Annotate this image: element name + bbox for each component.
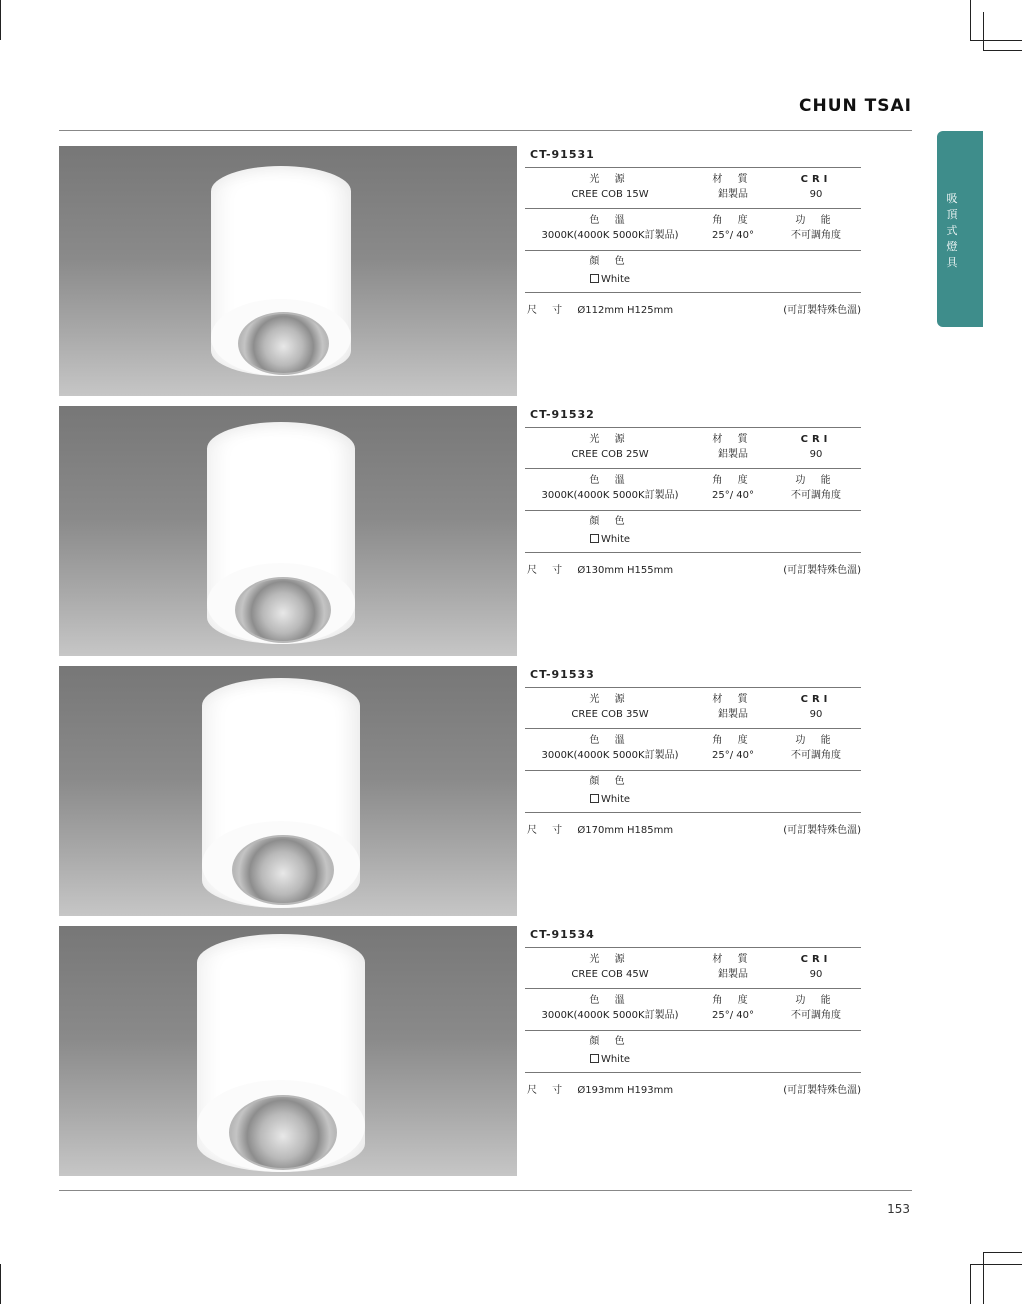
product-block [59, 406, 919, 656]
crop-mark [970, 1264, 971, 1304]
product-photo [59, 926, 517, 1176]
angle-label: 角 度 [712, 475, 754, 486]
spec-divider [525, 510, 861, 511]
spec-divider [525, 1072, 861, 1073]
light-source-cell [555, 432, 665, 462]
crop-mark [983, 1252, 984, 1304]
function-label: 功 能 [795, 995, 837, 1006]
material-value: 鋁製品 [718, 189, 748, 200]
size-row [527, 301, 673, 316]
color-label: 顏 色 [589, 516, 631, 527]
color-cell [555, 514, 665, 547]
lamp-reflector [235, 577, 331, 643]
spec-divider [525, 292, 861, 293]
checkbox-icon [590, 274, 599, 283]
color-temp-cell [525, 213, 695, 243]
custom-note: (可訂製特殊色溫) [783, 825, 861, 836]
crop-mark [970, 0, 971, 40]
light-source-value: CREE COB 45W [571, 969, 649, 980]
material-cell [695, 172, 771, 202]
size-row [527, 561, 673, 576]
color-value: White [600, 534, 631, 545]
light-source-label: 光 源 [589, 954, 631, 965]
color-value: White [600, 1054, 631, 1065]
angle-cell [695, 213, 771, 243]
material-label: 材 質 [712, 434, 754, 445]
light-source-label: 光 源 [589, 694, 631, 705]
lamp-reflector [232, 835, 334, 905]
model-number: CT-91534 [530, 928, 595, 941]
light-source-value: CREE COB 15W [571, 189, 649, 200]
color-option [555, 272, 665, 287]
size-row [527, 821, 673, 836]
light-source-cell [555, 172, 665, 202]
color-temp-cell [525, 473, 695, 503]
crop-mark [983, 1252, 1022, 1253]
angle-value: 25°/ 40° [712, 1010, 754, 1021]
angle-label: 角 度 [712, 215, 754, 226]
color-option [555, 792, 665, 807]
product-block [59, 146, 919, 396]
color-value: White [600, 274, 631, 285]
material-cell [695, 432, 771, 462]
color-cell [555, 254, 665, 287]
angle-value: 25°/ 40° [712, 750, 754, 761]
product-photo [59, 146, 517, 396]
function-value: 不可調角度 [791, 750, 841, 761]
function-cell [781, 733, 851, 763]
custom-note: (可訂製特殊色溫) [783, 565, 861, 576]
crop-mark [970, 1264, 1022, 1265]
color-label: 顏 色 [589, 1036, 631, 1047]
product-photo [59, 666, 517, 916]
function-label: 功 能 [795, 735, 837, 746]
spec-divider [525, 687, 861, 688]
light-source-label: 光 源 [589, 434, 631, 445]
checkbox-icon [590, 1054, 599, 1063]
function-cell [781, 473, 851, 503]
size-value: Ø170mm H185mm [577, 825, 674, 836]
material-value: 鋁製品 [718, 449, 748, 460]
spec-divider [525, 167, 861, 168]
color-value: White [600, 794, 631, 805]
spec-divider [525, 208, 861, 209]
angle-value: 25°/ 40° [712, 230, 754, 241]
function-label: 功 能 [795, 215, 837, 226]
spec-divider [525, 988, 861, 989]
size-label: 尺 寸 [527, 1085, 569, 1096]
color-cell [555, 1034, 665, 1067]
size-value: Ø193mm H193mm [577, 1085, 674, 1096]
color-label: 顏 色 [589, 256, 631, 267]
color-temp-label: 色 溫 [589, 475, 631, 486]
spec-divider [525, 728, 861, 729]
function-value: 不可調角度 [791, 1010, 841, 1021]
material-label: 材 質 [712, 954, 754, 965]
size-label: 尺 寸 [527, 305, 569, 316]
footer-rule [59, 1190, 912, 1191]
category-tab [937, 131, 983, 327]
product-block [59, 666, 919, 916]
light-source-cell [555, 692, 665, 722]
material-label: 材 質 [712, 174, 754, 185]
material-value: 鋁製品 [718, 709, 748, 720]
color-temp-label: 色 溫 [589, 215, 631, 226]
cri-value: 90 [809, 709, 823, 720]
color-option [555, 1052, 665, 1067]
checkbox-icon [590, 794, 599, 803]
size-value: Ø112mm H125mm [577, 305, 674, 316]
cri-value: 90 [809, 189, 823, 200]
spec-divider [525, 947, 861, 948]
crop-mark [0, 0, 1, 40]
size-label: 尺 寸 [527, 565, 569, 576]
angle-cell [695, 993, 771, 1023]
cri-cell [781, 952, 851, 982]
color-temp-label: 色 溫 [589, 735, 631, 746]
brand-logo: CHUN TSAI [799, 96, 912, 116]
color-temp-value: 3000K(4000K 5000K訂製品) [541, 750, 679, 761]
angle-cell [695, 473, 771, 503]
header-rule [59, 130, 912, 131]
cri-label: CRI [800, 954, 832, 965]
color-temp-value: 3000K(4000K 5000K訂製品) [541, 230, 679, 241]
cri-label: CRI [800, 174, 832, 185]
cri-label: CRI [800, 434, 832, 445]
page-number: 153 [887, 1202, 910, 1216]
custom-note: (可訂製特殊色溫) [783, 1085, 861, 1096]
size-label: 尺 寸 [527, 825, 569, 836]
angle-label: 角 度 [712, 735, 754, 746]
angle-label: 角 度 [712, 995, 754, 1006]
size-row [527, 1081, 673, 1096]
color-temp-value: 3000K(4000K 5000K訂製品) [541, 1010, 679, 1021]
angle-value: 25°/ 40° [712, 490, 754, 501]
spec-divider [525, 812, 861, 813]
function-cell [781, 993, 851, 1023]
crop-mark [983, 50, 1022, 51]
spec-divider [525, 250, 861, 251]
size-value: Ø130mm H155mm [577, 565, 674, 576]
function-label: 功 能 [795, 475, 837, 486]
material-label: 材 質 [712, 694, 754, 705]
cri-cell [781, 172, 851, 202]
material-cell [695, 952, 771, 982]
spec-divider [525, 1030, 861, 1031]
color-temp-label: 色 溫 [589, 995, 631, 1006]
function-cell [781, 213, 851, 243]
color-temp-value: 3000K(4000K 5000K訂製品) [541, 490, 679, 501]
spec-divider [525, 770, 861, 771]
cri-label: CRI [800, 694, 832, 705]
function-value: 不可調角度 [791, 490, 841, 501]
cri-value: 90 [809, 449, 823, 460]
lamp-reflector [229, 1095, 337, 1170]
crop-mark [970, 40, 1022, 41]
model-number: CT-91532 [530, 408, 595, 421]
color-option [555, 532, 665, 547]
color-temp-cell [525, 993, 695, 1023]
light-source-value: CREE COB 25W [571, 449, 649, 460]
function-value: 不可調角度 [791, 230, 841, 241]
category-tab-label: 吸頂式燈具 [946, 192, 958, 269]
checkbox-icon [590, 534, 599, 543]
light-source-cell [555, 952, 665, 982]
crop-mark [0, 1264, 1, 1304]
color-temp-cell [525, 733, 695, 763]
lamp-reflector [238, 312, 329, 375]
light-source-label: 光 源 [589, 174, 631, 185]
spec-divider [525, 468, 861, 469]
cri-value: 90 [809, 969, 823, 980]
custom-note: (可訂製特殊色溫) [783, 305, 861, 316]
color-label: 顏 色 [589, 776, 631, 787]
color-cell [555, 774, 665, 807]
cri-cell [781, 692, 851, 722]
model-number: CT-91533 [530, 668, 595, 681]
product-block [59, 926, 919, 1176]
cri-cell [781, 432, 851, 462]
crop-mark [983, 12, 984, 50]
angle-cell [695, 733, 771, 763]
model-number: CT-91531 [530, 148, 595, 161]
product-photo [59, 406, 517, 656]
material-value: 鋁製品 [718, 969, 748, 980]
spec-divider [525, 427, 861, 428]
spec-divider [525, 552, 861, 553]
material-cell [695, 692, 771, 722]
light-source-value: CREE COB 35W [571, 709, 649, 720]
